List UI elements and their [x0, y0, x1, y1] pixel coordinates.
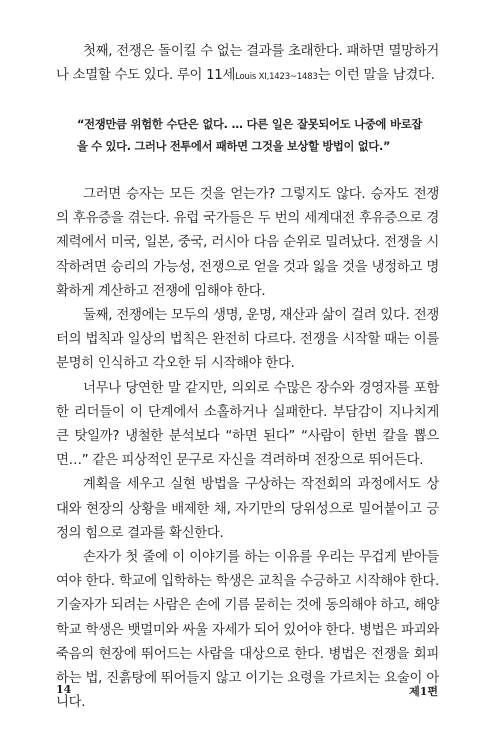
- paragraph-second: 둘째, 전쟁에는 모두의 생명, 운명, 재산과 삶이 걸려 있다. 전쟁터의 법칙과 일상의 법칙은 완전히 다르다. 전쟁을 시작할 때는 이를 분명히 인식하고 각오한 뒤 시작해야 한다.: [56, 308, 439, 372]
- paragraph-winner: 그러면 승자는 모든 것을 얻는가? 그렇지도 않다. 승자도 전쟁의 후유증을 겪는다. 유럽 국가들은 두 번의 세계대전 후유증으로 경제력에서 미국, 일본, 중국, 러시아 다음 순위로 밀려났다. 전쟁을 시작하려면 승리의 가능성, 전쟁으로 얻을 것과 잃을 것을 냉정하고 명확하게 계산하고 전쟁에 임해야 한다.: [56, 187, 439, 299]
- paragraph-planning: 계획을 세우고 실현 방법을 구상하는 작전회의 과정에서도 상대와 현장의 상황을 배제한 채, 자기만의 당위성으로 밀어붙이고 긍정의 힘으로 결과를 확신한다.: [56, 477, 439, 541]
- louis-xi-annotation: Louis XI,1423~1483: [235, 72, 318, 83]
- part-label: 제1편: [409, 685, 438, 698]
- intro-text-end: 는 이런 말을 남겼다.: [317, 68, 435, 84]
- paragraph-leaders: 너무나 당연한 말 같지만, 의외로 수많은 장수와 경영자를 포함한 리더들이 이 단계에서 소홀하거나 실패한다. 부담감이 지나치게 큰 탓일까? 냉철한 분석보다 “하면 된다” “사람이 한번 칼을 뽑으면…” 같은 피상적인 문구로 자신을 격려하며 전장으로 뛰어든다.: [56, 380, 439, 469]
- intro-text: 첫째, 전쟁은 돌이킬 수 없는 결과를 초래한다. 패하면 멸망하거나 소멸할 수도 있다. 루이 11세: [56, 44, 439, 84]
- body-paragraphs: [56, 183, 439, 715]
- intro-paragraph: [56, 40, 439, 89]
- paragraph-sunzi: 손자가 첫 줄에 이 이야기를 하는 이유를 우리는 무겁게 받아들여야 한다. 학교에 입학하는 학생은 교칙을 수긍하고 시작해야 한다. 기술자가 되려는 사람은 손에 기름 묻히는 것에 동의해야 하고, 해양학교 학생은 뱃멀미와 싸울 자세가 되어 있어야 한다. 병법은 파괴와 죽음의 현장에 뛰어드는 사람을 대상으로 한다. 병법은 전쟁을 회피하는 법, 진흙탕에 뛰어들지 않고 이기는 요령을 가르치는 요술이 아니다.: [56, 550, 439, 711]
- block-quote: “전쟁만큼 위험한 수단은 없다. … 다른 일은 잘못되어도 나중에 바로잡을 수 있다. 그러나 전투에서 패하면 그것을 보상할 방법이 없다.”: [77, 118, 422, 153]
- page-number: 14: [56, 683, 72, 696]
